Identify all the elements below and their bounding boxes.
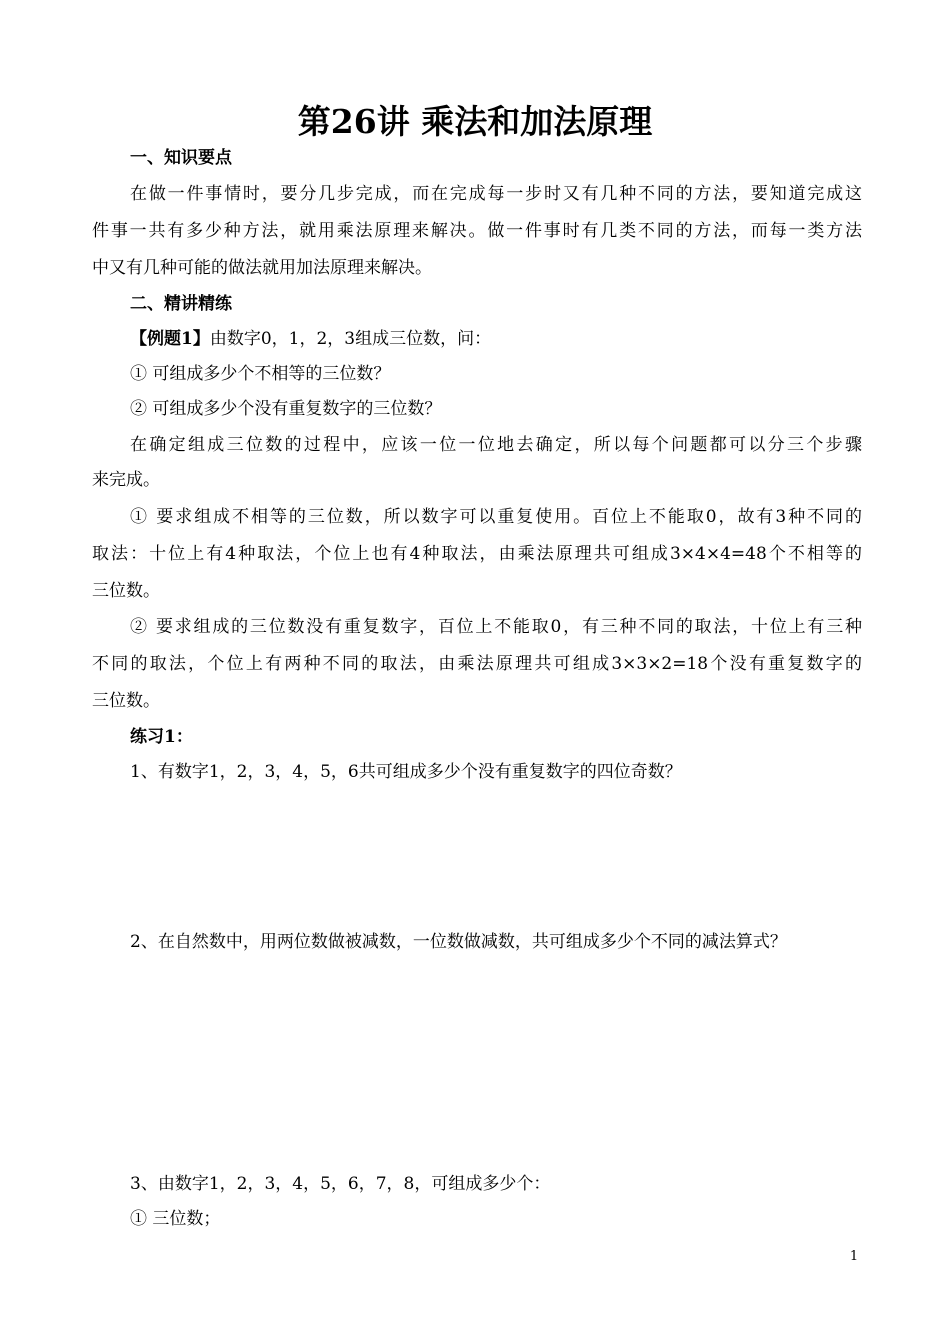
example-1-subquestion-1: ① 可组成多少个不相等的三位数？ (130, 364, 391, 384)
answer-2-line: 三位数。 (92, 691, 160, 711)
paragraph-line: 在做一件事情时，要分几步完成，而在完成每一步时又有几种不同的方法，要知道完成这 (130, 184, 862, 204)
practice-question-2: 2、在自然数中，用两位数做被减数，一位数做减数，共可组成多少个不同的减法算式？ (130, 932, 787, 952)
page-number: 1 (849, 1249, 859, 1264)
paragraph-line: 中又有几种可能的做法就用加法原理来解决。 (92, 258, 432, 278)
analysis-line: 在确定组成三位数的过程中，应该一位一位地去确定，所以每个问题都可以分三个步骤 (130, 435, 862, 455)
answer-1-line: 三位数。 (92, 581, 160, 601)
practice-question-3: 3、由数字1，2，3，4，5，6，7，8，可组成多少个： (130, 1174, 551, 1194)
answer-1-line: ① 要求组成不相等的三位数，所以数字可以重复使用。百位上不能取0，故有3种不同的 (130, 507, 862, 527)
practice-1-label: 练习1： (130, 727, 193, 747)
example-1-subquestion-2: ② 可组成多少个没有重复数字的三位数？ (130, 399, 442, 419)
page-title: 第26讲 乘法和加法原理 (297, 102, 653, 141)
paragraph-line: 件事一共有多少种方法，就用乘法原理来解决。做一件事时有几类不同的方法，而每一类方法 (92, 221, 862, 241)
answer-1-line: 取法：十位上有4种取法，个位上也有4种取法，由乘法原理共可组成3×4×4=48个不相等的 (92, 544, 862, 564)
answer-2-line: 不同的取法，个位上有两种不同的取法，由乘法原理共可组成3×3×2=18个没有重复数字的 (92, 654, 862, 674)
section-heading-key-points: 一、知识要点 (130, 148, 232, 168)
practice-question-3-sub-1: ① 三位数； (130, 1209, 221, 1229)
practice-question-1: 1、有数字1，2，3，4，5，6共可组成多少个没有重复数字的四位奇数？ (130, 762, 682, 782)
section-heading-practice: 二、精讲精练 (130, 294, 232, 314)
example-1-label: 【例题1】 (130, 329, 210, 349)
analysis-line: 来完成。 (92, 470, 160, 490)
example-1-question (130, 325, 862, 353)
answer-2-line: ② 要求组成的三位数没有重复数字，百位上不能取0，有三种不同的取法，十位上有三种 (130, 617, 862, 637)
example-1-text: 由数字0，1，2，3组成三位数，问： (209, 329, 492, 349)
